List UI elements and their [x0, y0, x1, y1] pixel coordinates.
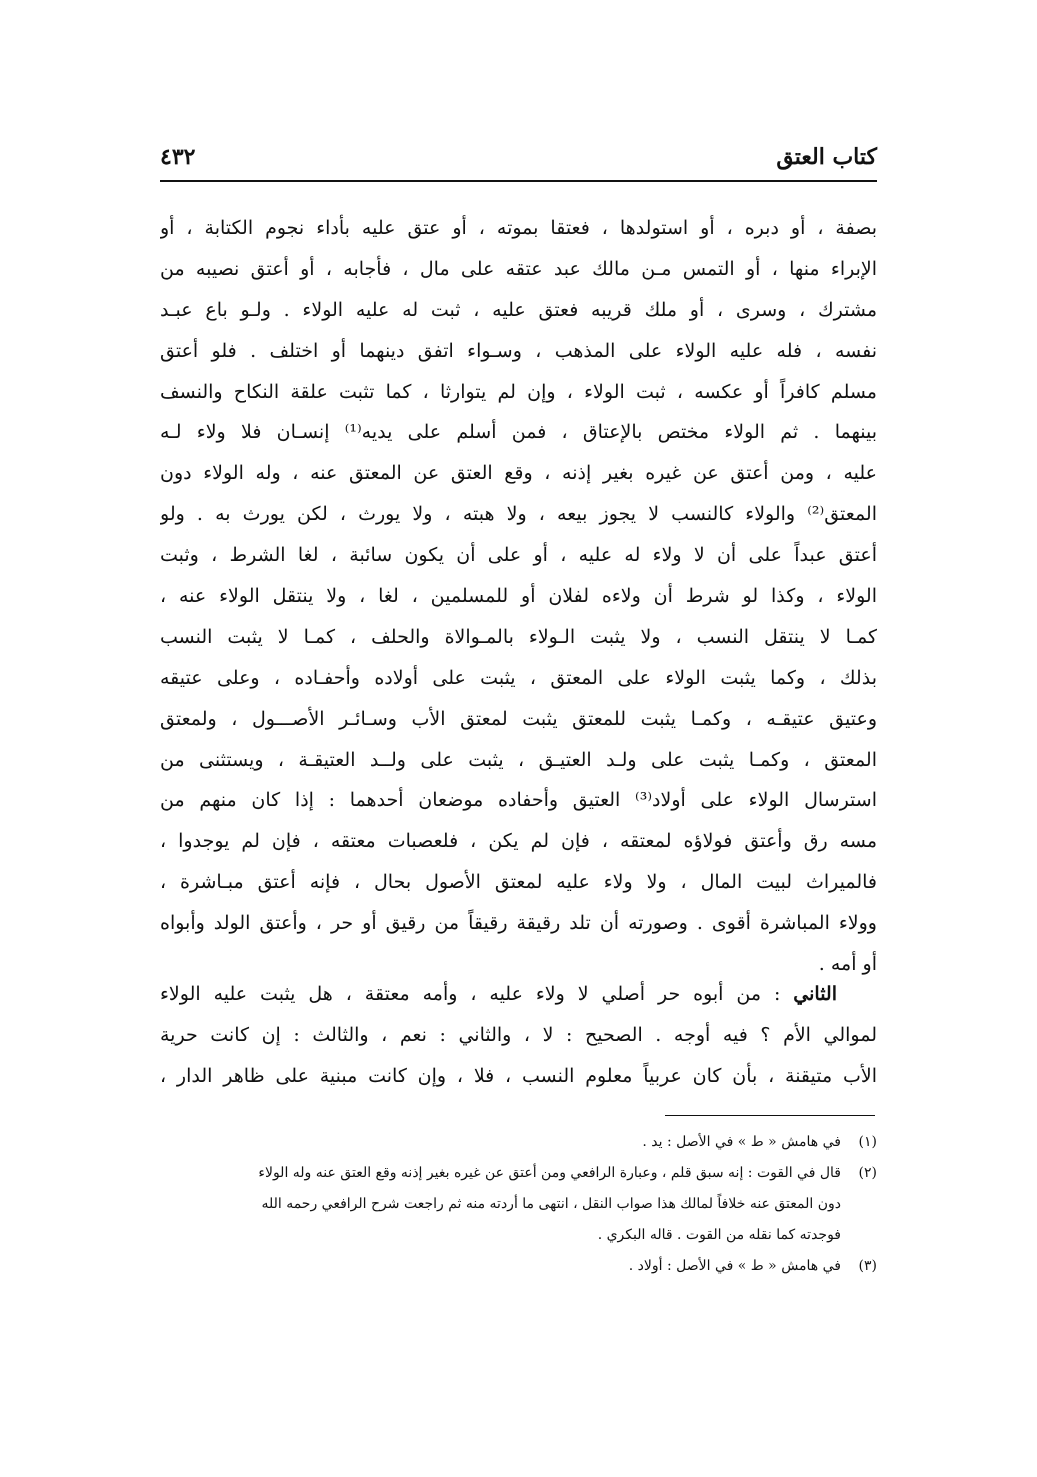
text-line: وولاء المباشرة أقوى . وصورته أن تلد رقيقة رقيقاً من رقيق أو حر ، وأعتق الولد وأبواه [160, 912, 877, 935]
footnotes [160, 1127, 877, 1282]
text-line: كمـا لا ينتقل النسب ، ولا يثبت الـولاء بالمـوالاة والحلف ، كمـا لا يثبت النسب [160, 625, 877, 648]
text-line: أعتق عبداً على أن لا ولاء له عليه ، أو على أن يكون سائبة ، لغا الشرط ، وثبت [160, 544, 877, 567]
footnote-text: في هامش « ط » في الأصل : يد . [642, 1134, 841, 1150]
text-line: فالميراث لبيت المال ، ولا ولاء عليه لمعتق الأصول بحال ، فإنه أعتق مبـاشرة ، [160, 871, 877, 894]
footnote [160, 1127, 877, 1158]
text-line: أو أمه . [818, 953, 877, 976]
footnote-continuation: دون المعتق عنه خلافاً لمالك هذا صواب النقل ، انتهى ما أردته منه ثم راجعت شرح الرافعي رحمه الله [261, 1196, 841, 1212]
text-line: مسه رق وأعتق فولاؤه لمعتقه ، فإن لم يكن ، فلعصبات معتقه ، فإن لم يوجدوا ، [160, 830, 877, 853]
footnote-continuation: فوجدته كما نقله من القوت . قاله البكري . [597, 1227, 841, 1243]
text-line: الإبراء منها ، أو التمس مـن مالك عبد عتقه على مال ، فأجابه ، أو أعتق نصيبه من [160, 257, 877, 280]
running-header [160, 140, 877, 182]
text-line: مسلم كافراً أو عكسه ، ثبت الولاء ، وإن لم يتوارثا ، كما تثبت علقة النكاح والنسف [160, 380, 877, 403]
footnote-text: قال في القوت : إنه سبق قلم ، وعبارة الرافعي ومن أعتق عن غيره بغير إذنه وقع العتق عنه وله الولاء [258, 1165, 841, 1181]
page-number: ٤٣٢ [160, 144, 196, 170]
footnote-number: (١) [858, 1134, 877, 1150]
main-paragraph [160, 208, 877, 985]
text-line: بينهما . ثم الولاء مختص بالإعتاق ، فمن أسلم على يديه⁽¹⁾ إنسـان فلا ولاء لـه [160, 421, 877, 444]
text-line: بصفة ، أو دبره ، أو استولدها ، فعتقا بموته ، أو عتق عليه بأداء نجوم الكتابة ، أو [160, 217, 877, 239]
text-line: المعتق ، وكمـا يثبت على ولـد العتيـق ، يثبت على ولــد العتيقـة ، ويستثنى من [160, 748, 877, 771]
text-line: المعتق⁽²⁾ والولاء كالنسب لا يجوز بيعه ، ولا هبته ، ولا يورث ، لكن يورث به . ولو [160, 503, 877, 526]
second-paragraph [160, 974, 877, 1097]
paragraph-lead: الثاني [793, 983, 837, 1005]
running-title: كتاب العتق [776, 144, 877, 170]
text-line: مشترك ، وسرى ، أو ملك قريبه فعتق عليه ، ثبت له عليه الولاء . ولـو باع عبـد [160, 298, 877, 321]
text-line: الولاء ، وكذا لو شرط أن ولاءه لفلان أو للمسلمين ، لغا ، ولا ينتقل الولاء عنه ، [160, 585, 877, 608]
text-line: نفسه ، فله عليه الولاء على المذهب ، وسـواء اتفق دينهما أو اختلف . فلو أعتق [160, 339, 877, 362]
text-line: لموالي الأم ؟ فيه أوجه . الصحيح : لا ، والثاني : نعم ، والثالث : إن كانت حرية [160, 1023, 877, 1046]
text-line: وعتيق عتيقـه ، وكمـا يثبت للمعتق يثبت لمعتق الأب وسـائـر الأصـــول ، ولمعتق [160, 707, 877, 730]
footnote-number: (٢) [858, 1165, 877, 1181]
text-line: استرسال الولاء على أولاد⁽³⁾ العتيق وأحفاده موضعان أحدهما : إذا كان منهم من [160, 789, 877, 812]
footnote-text: في هامش « ط » في الأصل : أولاد . [628, 1258, 841, 1274]
text-line: بذلك ، وكما يثبت الولاء على المعتق ، يثبت على أولاده وأحفـاده ، وعلى عتيقه [160, 666, 877, 689]
footnote-divider [665, 1115, 875, 1116]
footnote-number: (٣) [858, 1258, 877, 1274]
text-line: الأب متيقنة ، بأن كان عربياً معلوم النسب ، فلا ، وإن كانت مبنية على ظاهر الدار ، [160, 1064, 877, 1087]
text-line: عليه ، ومن أعتق عن غيره بغير إذنه ، وقع العتق عن المعتق عنه ، وله الولاء دون [160, 462, 877, 485]
footnote [160, 1158, 877, 1189]
footnote [160, 1251, 877, 1282]
text-span: : من أبوه حر أصلي لا ولاء عليه ، وأمه معتقة ، هل يثبت عليه الولاء [160, 983, 794, 1005]
text-line [160, 974, 877, 1015]
